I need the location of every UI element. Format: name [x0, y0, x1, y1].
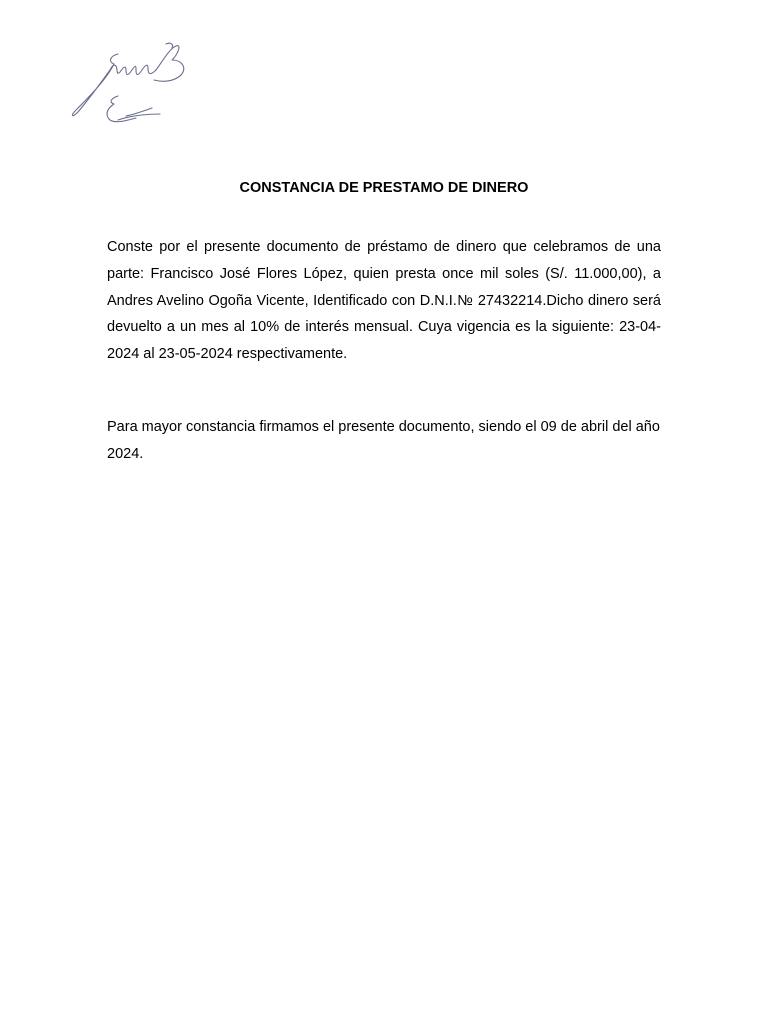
closing-paragraph: Para mayor constancia firmamos el presente documento, siendo el 09 de abril del año 2024.: [107, 419, 660, 462]
document-title: CONSTANCIA DE PRESTAMO DE DINERO: [239, 180, 529, 196]
loan-statement-paragraph: Conste por el presente documento de préstamo de dinero que celebramos de una parte: Francisco José Flores López, quien presta once mil soles (S/. 11.000,00), a Andres Avelino Ogoña Vicente, Identificado con D.N.I.№ 27432214.Dicho dinero será devuelto a un mes al 10% de interés mensual. Cuya vigencia es la siguiente: 23-04-2024 al 23-05-2024 respectivamente.: [107, 239, 661, 363]
signature-drawing: [66, 40, 192, 132]
signature-icon: [66, 40, 192, 132]
